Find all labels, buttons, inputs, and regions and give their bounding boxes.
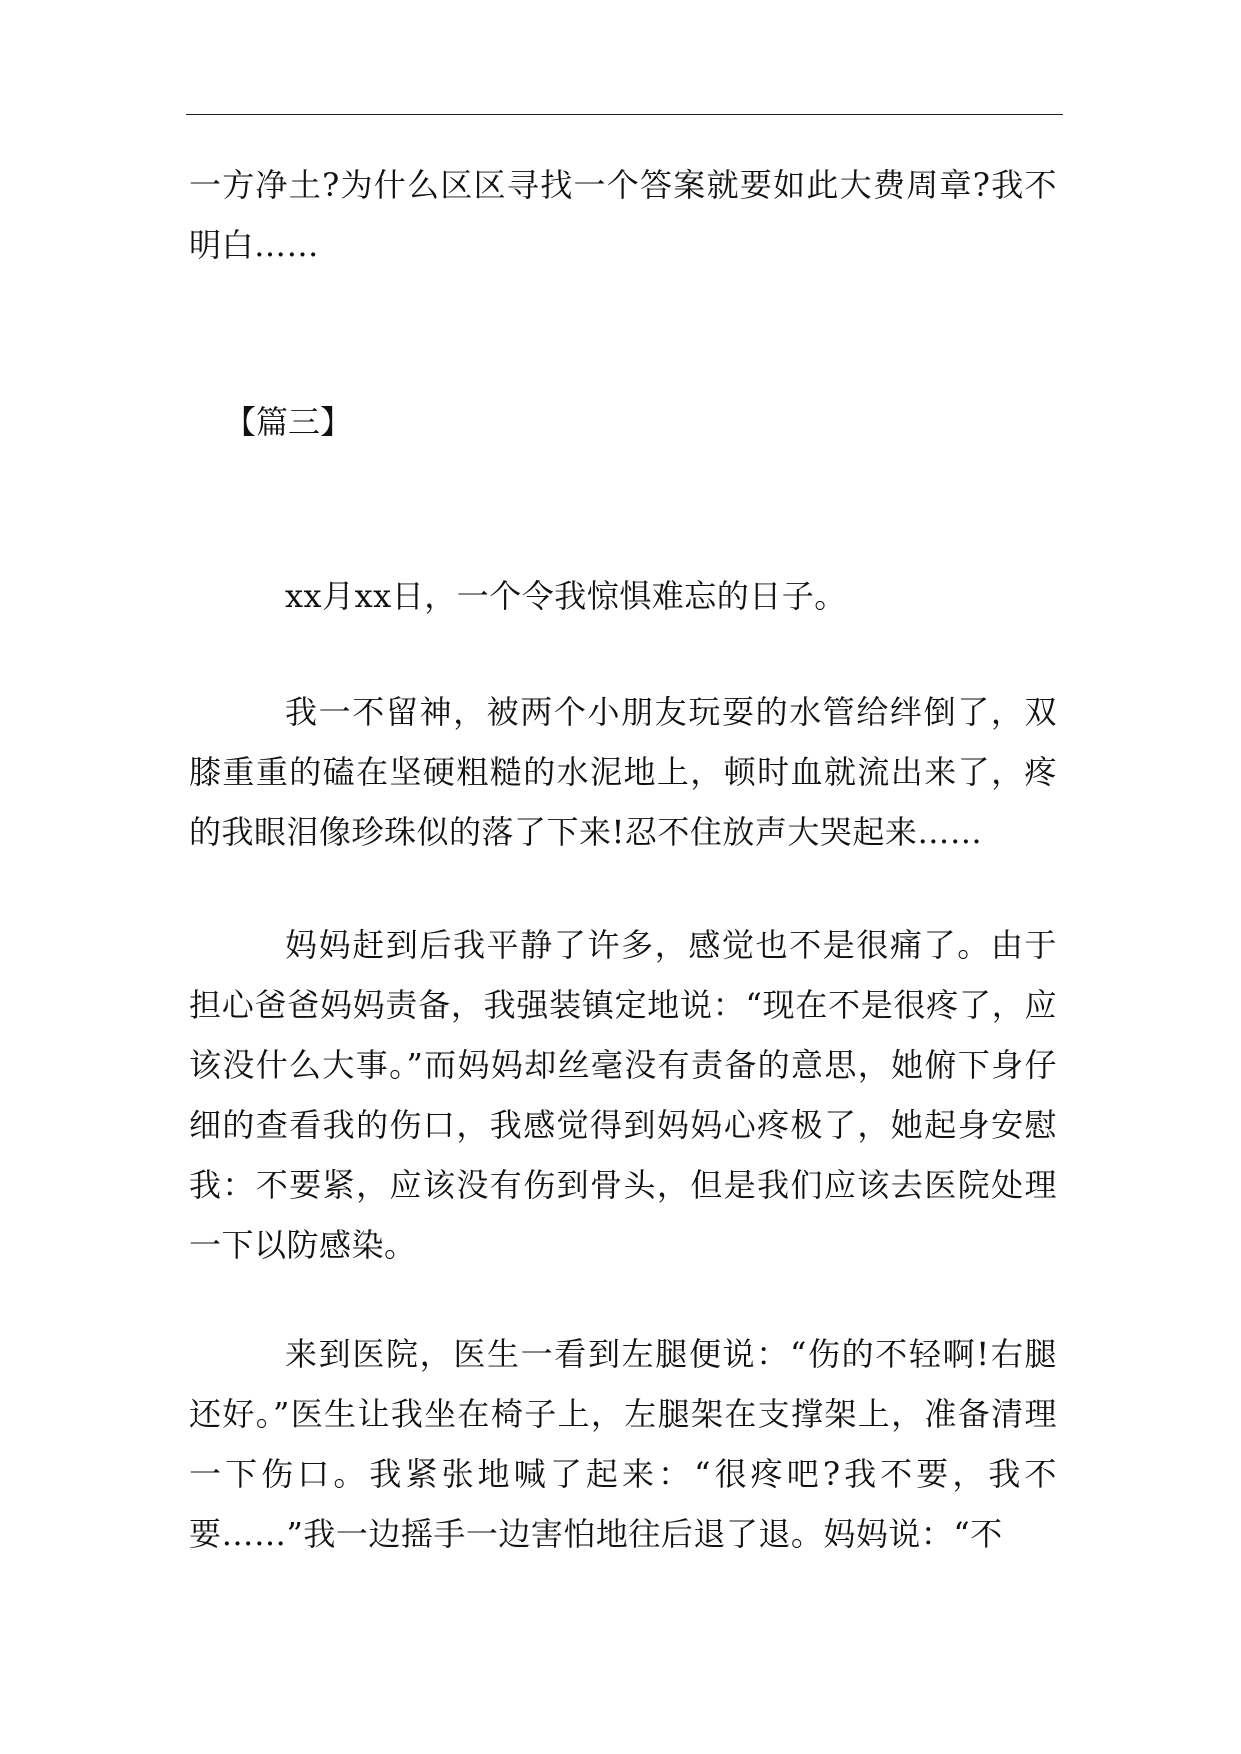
paragraph-fall: 我一不留神，被两个小朋友玩耍的水管给绊倒了，双膝重重的磕在坚硬粗糙的水泥地上，顿时血就流出来了，疼的我眼泪像珍珠似的落了下来!忍不住放声大哭起来…… bbox=[189, 693, 1057, 851]
paragraph-mother: 妈妈赶到后我平静了许多，感觉也不是很痛了。由于担心爸爸妈妈责备，我强装镇定地说：“现在不是很疼了，应该没什么大事。”而妈妈却丝毫没有责备的意思，她俯下身仔细的查看我的伤口，我感觉得到妈妈心疼极了，她起身安慰我：不要紧，应该没有伤到骨头，但是我们应该去医院处理一下以防感染。 bbox=[189, 926, 1057, 1264]
header-rule bbox=[186, 114, 1063, 115]
section-heading: 【篇三】 bbox=[224, 403, 353, 441]
paragraph-hospital: 来到医院，医生一看到左腿便说：“伤的不轻啊!右腿还好。”医生让我坐在椅子上，左腿架在支撑架上，准备清理一下伤口。我紧张地喊了起来：“很疼吧?我不要，我不要……”我一边摇手一边害怕地往后退了退。妈妈说：“不 bbox=[189, 1335, 1057, 1553]
paragraph-continued: 一方净土?为什么区区寻找一个答案就要如此大费周章?我不明白…… bbox=[189, 166, 1057, 264]
paragraph-date: xx月xx日，一个令我惊惧难忘的日子。 bbox=[285, 577, 847, 615]
